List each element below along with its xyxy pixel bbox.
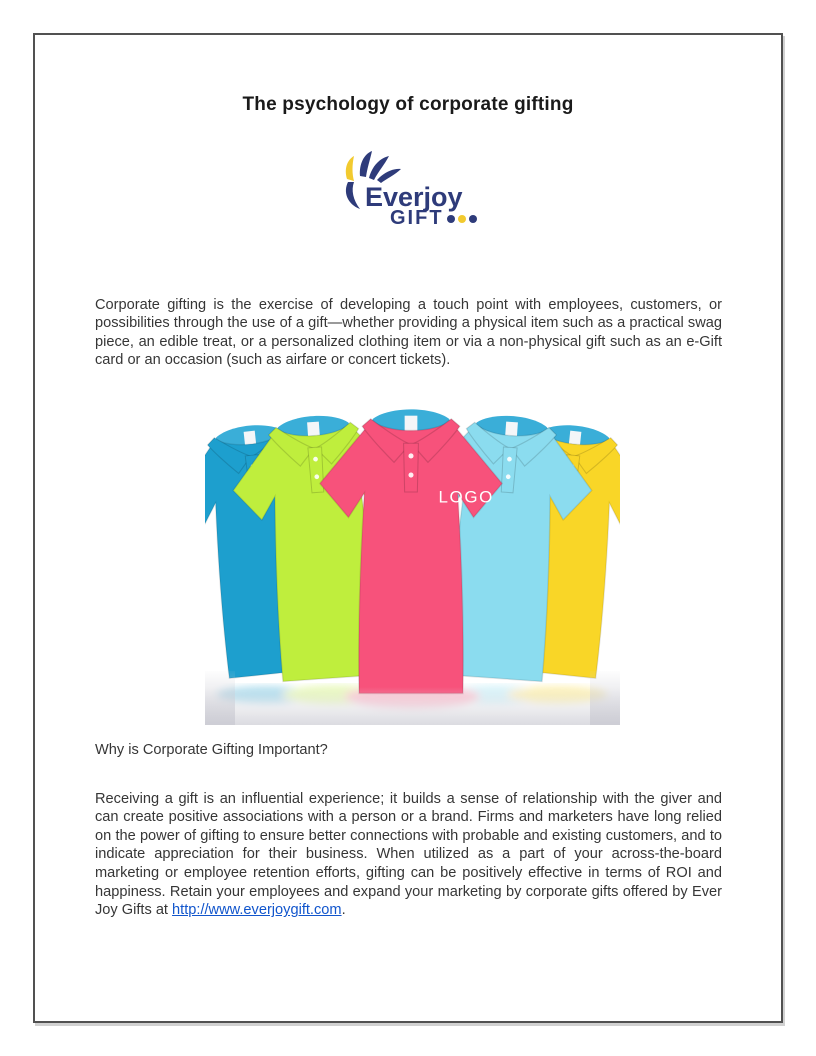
body-text-before-link: Receiving a gift is an influential experience; it builds a sense of relationship with the giver and can create positive associations with a person or a brand. Firms and marketers have long relied on the power of gifting to ensure better connections with probable and existing customers, and to indicate appreciation for their business. When utilized as a part of your across-the-board marketing or employee retention efforts, gifting can be positively effective in terms of ROI and happiness. Retain your employees and expand your marketing by corporate gifts offered by Ever Joy Gifts at (95, 790, 722, 919)
everjoy-logo (338, 150, 478, 232)
floor-reflection (205, 687, 620, 725)
body-paragraph (95, 790, 722, 920)
backdrop-edge-right (590, 671, 620, 725)
everjoy-logo-graphic (338, 150, 478, 232)
intro-paragraph: Corporate gifting is the exercise of developing a touch point with employees, customers, or possibilities through the use of a gift—whether providing a physical item such as a practical swag piece, an edible treat, or a personalized clothing item or via a non-physical gift such as an e-Gift card or an occasion (such as airfare or concert tickets). (95, 296, 722, 369)
logo-dot-1 (447, 215, 455, 223)
polo-shirt-pink (305, 386, 517, 696)
logo-dot-2 (458, 215, 466, 223)
body-text-after-link: . (341, 902, 346, 919)
polo-shirts-image (205, 380, 620, 725)
logo-dot-3 (469, 215, 477, 223)
logo-gift-text: GIFT (390, 207, 444, 229)
backdrop-edge-left (205, 671, 235, 725)
shirt-logo-text: LOGO (438, 487, 494, 507)
page-title: The psychology of corporate gifting (242, 94, 574, 115)
everjoygift-link[interactable]: http://www.everjoygift.com (172, 902, 342, 919)
logo-brand-text: Everjoy (365, 182, 463, 212)
section-heading: Why is Corporate Gifting Important? (95, 742, 328, 758)
